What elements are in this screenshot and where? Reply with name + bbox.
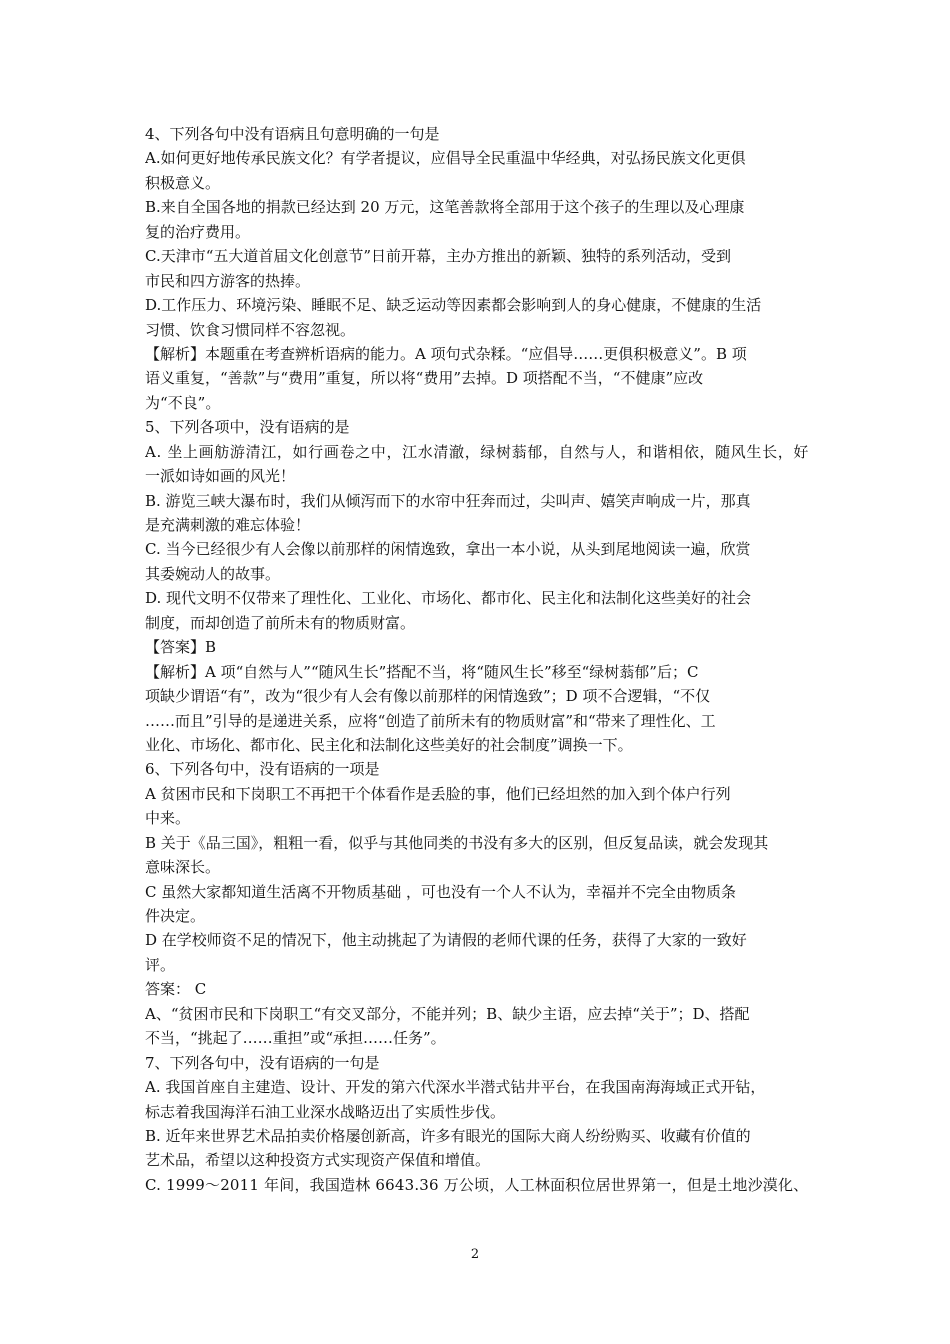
text-line: 评。 <box>145 955 176 974</box>
text-line: B.来自全国各地的捐款已经达到 20 万元，这笔善款将全部用于这个孩子的生理以及心理康 <box>145 198 745 217</box>
text-line: 不当，“挑起了……重担”或“承担……任务”。 <box>145 1029 446 1048</box>
text-line: D 在学校师资不足的情况下，他主动挑起了为请假的老师代课的任务，获得了大家的一致好 <box>145 931 747 950</box>
text-line: 7、下列各句中，没有语病的一句是 <box>145 1053 380 1072</box>
text-line: 业化、市场化、都市化、民主化和法制化这些美好的社会制度”调换一下。 <box>145 735 633 754</box>
text-line: C. 1999～2011 年间，我国造林 6643.36 万公顷，人工林面积位居世界第一，但是土地沙漠化、 <box>145 1175 809 1194</box>
text-line: 【解析】本题重在考查辨析语病的能力。A 项句式杂糅。“应倡导……更俱积极意义”。B 项 <box>145 344 747 363</box>
text-line: 6、下列各句中，没有语病的一项是 <box>145 760 380 779</box>
text-line: 一派如诗如画的风光！ <box>145 467 296 486</box>
text-line: A. 坐上画舫游清江，如行画卷之中，江水清澈，绿树蓊郁，自然与人，和谐相依，随风生长，好 <box>145 442 810 461</box>
text-line: 其委婉动人的故事。 <box>145 564 281 583</box>
text-line: 5、下列各项中，没有语病的是 <box>145 418 350 437</box>
text-line: ……而且”引导的是递进关系，应将“创造了前所未有的物质财富”和“带来了理性化、工 <box>145 711 716 730</box>
text-line: B. 游览三峡大瀑布时，我们从倾泻而下的水帘中狂奔而过，尖叫声、嬉笑声响成一片，那真 <box>145 491 751 510</box>
text-line: A. 我国首座自主建造、设计、开发的第六代深水半潜式钻井平台，在我国南海海域正式开钻， <box>145 1078 766 1097</box>
text-line: B 关于《品三国》，粗粗一看，似乎与其他同类的书没有多大的区别，但反复品读，就会发现其 <box>145 833 769 852</box>
text-line: C. 当今已经很少有人会像以前那样的闲情逸致，拿出一本小说，从头到尾地阅读一遍，欣赏 <box>145 540 751 559</box>
text-line: 4、下列各句中没有语病且句意明确的一句是 <box>145 125 440 143</box>
text-line: 艺术品，希望以这种投资方式实现资产保值和增值。 <box>145 1151 491 1170</box>
text-line: A 贫困市民和下岗职工不再把干个体看作是丢脸的事，他们已经坦然的加入到个体户行列 <box>145 784 731 803</box>
text-line: 习惯、饮食习惯同样不容忽视。 <box>145 320 356 339</box>
text-line: A.如何更好地传承民族文化？有学者提议，应倡导全民重温中华经典，对弘扬民族文化更俱 <box>145 149 746 168</box>
text-line: 中来。 <box>145 809 191 828</box>
text-line: 【答案】B <box>145 638 217 657</box>
document-body <box>145 122 810 1197</box>
text-line: D. 现代文明不仅带来了理性化、工业化、市场化、都市化、民主化和法制化这些美好的社会 <box>145 589 752 608</box>
text-line: 项缺少谓语“有”，改为“很少有人会有像以前那样的闲情逸致”；D 项不合逻辑，“不仅 <box>145 687 711 706</box>
text-line: 积极意义。 <box>145 173 221 192</box>
text-line: 答案： C <box>145 980 207 999</box>
text-line: C 虽然大家都知道生活离不开物质基础 ，可也没有一个人不认为，幸福并不完全由物质条 <box>145 882 737 901</box>
text-line: 意味深长。 <box>145 858 221 877</box>
text-line: 市民和四方游客的热捧。 <box>145 271 311 290</box>
text-line: 语义重复，“善款”与“费用”重复，所以将“费用”去掉。D 项搭配不当，“不健康”应改 <box>145 369 704 388</box>
text-line: 复的治疗费用。 <box>145 222 251 241</box>
text-line: A、“贫困市民和下岗职工“有交叉部分，不能并列；B、缺少主语，应去掉“关于”；D、搭配 <box>145 1004 750 1023</box>
text-line: C.天津市“五大道首届文化创意节”日前开幕，主办方推出的新颖、独特的系列活动，受到 <box>145 247 732 266</box>
text-line: D.工作压力、环境污染、睡眠不足、缺乏运动等因素都会影响到人的身心健康，不健康的生活 <box>145 296 762 315</box>
text-line: 件决定。 <box>145 907 206 925</box>
text-line: 是充满刺激的难忘体验！ <box>145 516 311 534</box>
page-number: 2 <box>470 1247 480 1262</box>
text-line: 标志着我国海洋石油工业深水战略迈出了实质性步伐。 <box>145 1102 506 1121</box>
text-line: 【解析】A 项“自然与人”“随风生长”搭配不当，将“随风生长”移至“绿树蓊郁”后；C <box>145 662 699 681</box>
text-line: 制度，而却创造了前所未有的物质财富。 <box>145 613 416 632</box>
text-line: 为“不良”。 <box>145 393 221 412</box>
text-line: B. 近年来世界艺术品拍卖价格屡创新高，许多有眼光的国际大商人纷纷购买、收藏有价值的 <box>145 1126 751 1145</box>
